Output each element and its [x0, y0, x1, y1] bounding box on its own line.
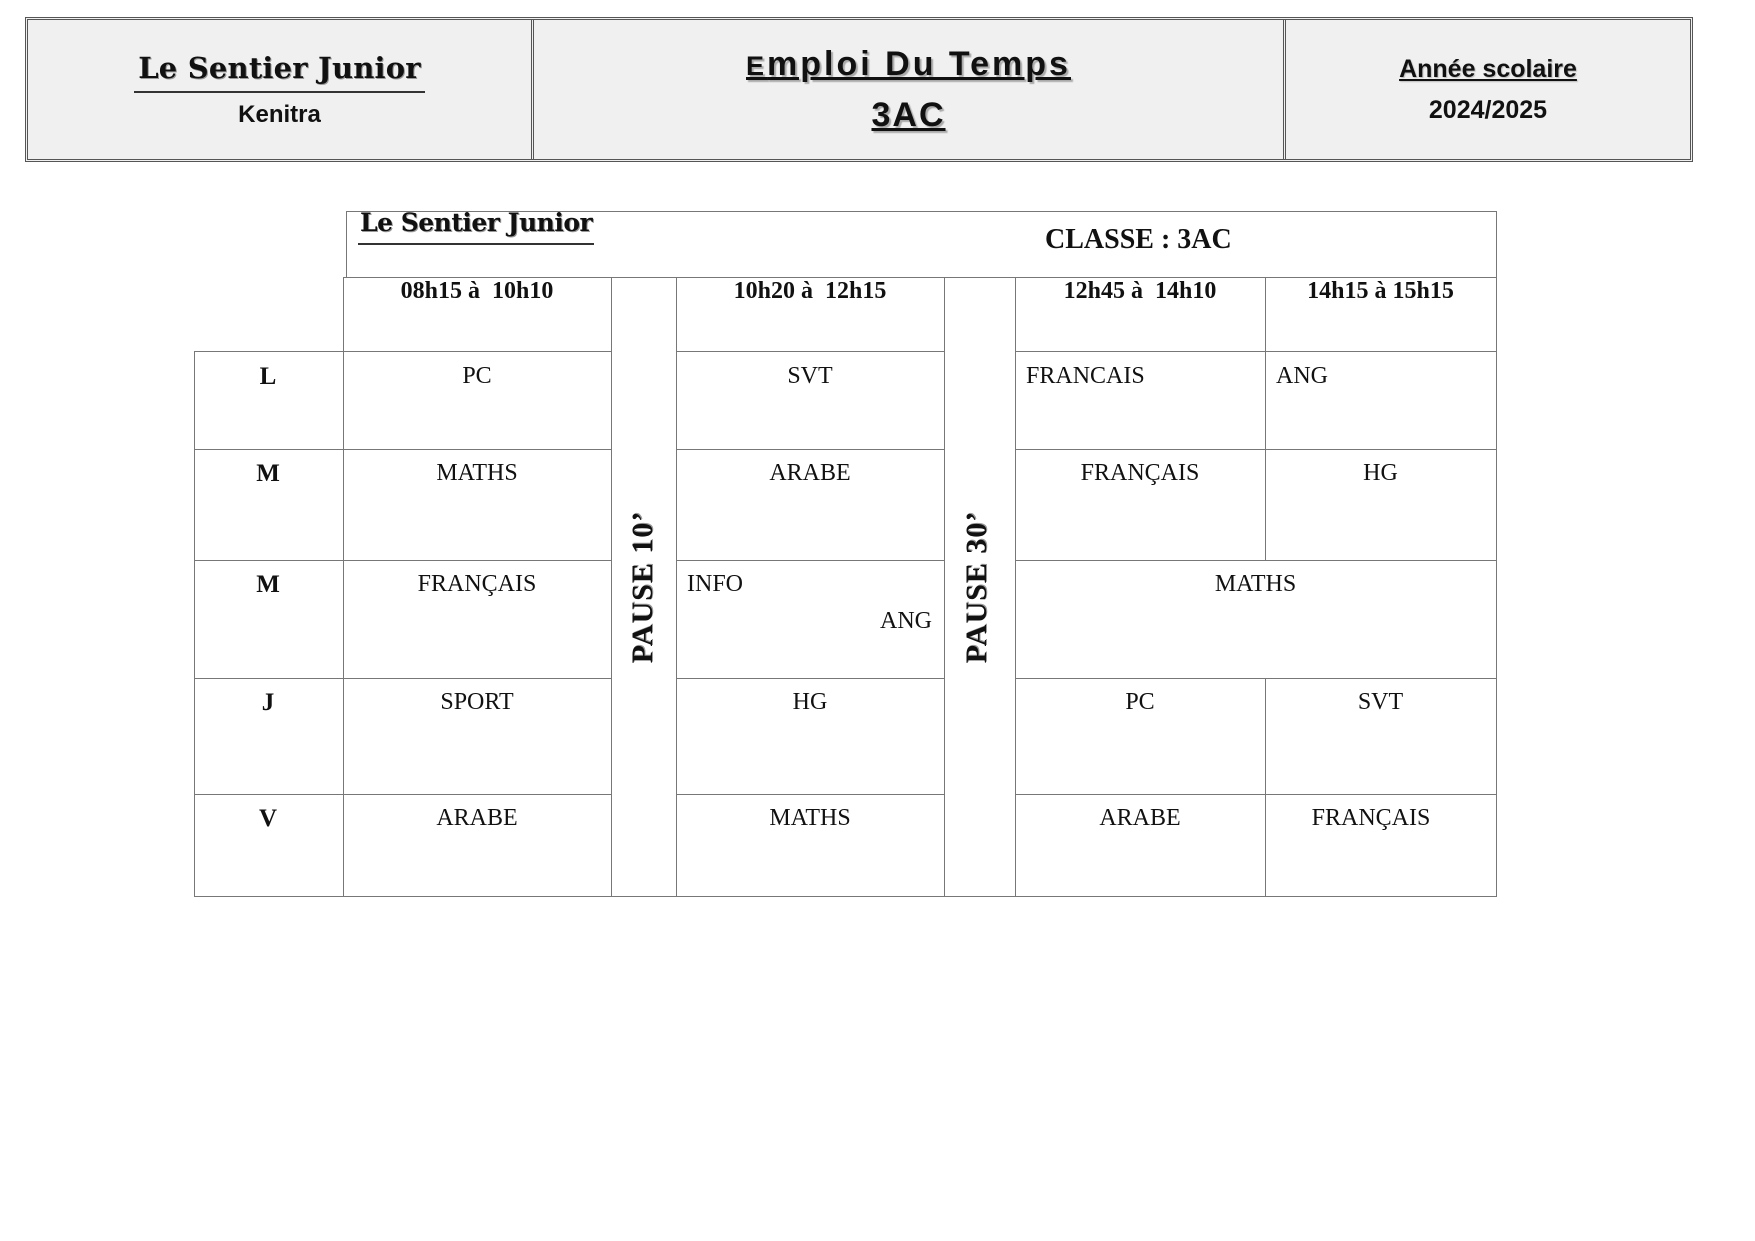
time-slot-3: 12h45 à 14h10 [1063, 278, 1217, 304]
cell-subject: SPORT [440, 689, 514, 715]
cell-subject: ARABE [436, 805, 518, 831]
school-name: Le Sentier Junior [134, 51, 425, 93]
cell-subject: FRANÇAIS [1311, 805, 1431, 831]
pause-10-label: PAUSE 10’ [626, 510, 659, 664]
cell-subject: SVT [787, 363, 833, 389]
timetable-school-name: Le Sentier Junior [358, 208, 594, 245]
cell-subject: MATHS [769, 805, 851, 831]
school-city: Kenitra [238, 100, 321, 128]
day-lundi: L [259, 363, 277, 390]
cell-subject: MATHS [1214, 571, 1297, 597]
cell-subject: HG [792, 689, 828, 715]
cell-subject: FRANCAIS [1026, 363, 1145, 389]
cell-subject: FRANÇAIS [417, 571, 537, 597]
cell-subject: ANG [1276, 363, 1328, 389]
cell-subject: ARABE [769, 460, 851, 486]
document-class: 3AC [871, 95, 946, 134]
cell-subject: HG [1363, 460, 1398, 486]
cell-subject: ANG [880, 608, 932, 634]
title-first-letter: E [746, 50, 768, 81]
cell-subject: ARABE [1099, 805, 1181, 831]
day-vendredi: V [258, 805, 278, 832]
time-slot-1: 08h15 à 10h10 [400, 278, 554, 304]
cell-subject: FRANÇAIS [1080, 460, 1200, 486]
day-mercredi: M [256, 571, 280, 598]
day-jeudi: J [261, 689, 275, 716]
school-year-value: 2024/2025 [1428, 95, 1548, 124]
classe-label: CLASSE : 3AC [1045, 224, 1232, 255]
cell-subject: MATHS [436, 460, 518, 486]
cell-subject: PC [1125, 689, 1155, 715]
day-mardi: M [256, 460, 280, 487]
school-year-label: Année scolaire [1399, 54, 1577, 83]
cell-subject: SVT [1357, 689, 1404, 715]
cell-subject: PC [462, 363, 492, 389]
time-slot-2: 10h20 à 12h15 [733, 278, 887, 304]
pause-30-label: PAUSE 30’ [960, 510, 993, 664]
time-slot-4: 14h15 à 15h15 [1307, 278, 1454, 304]
cell-subject: INFO [687, 571, 744, 597]
title-rest: mploi Du Temps [767, 44, 1071, 83]
